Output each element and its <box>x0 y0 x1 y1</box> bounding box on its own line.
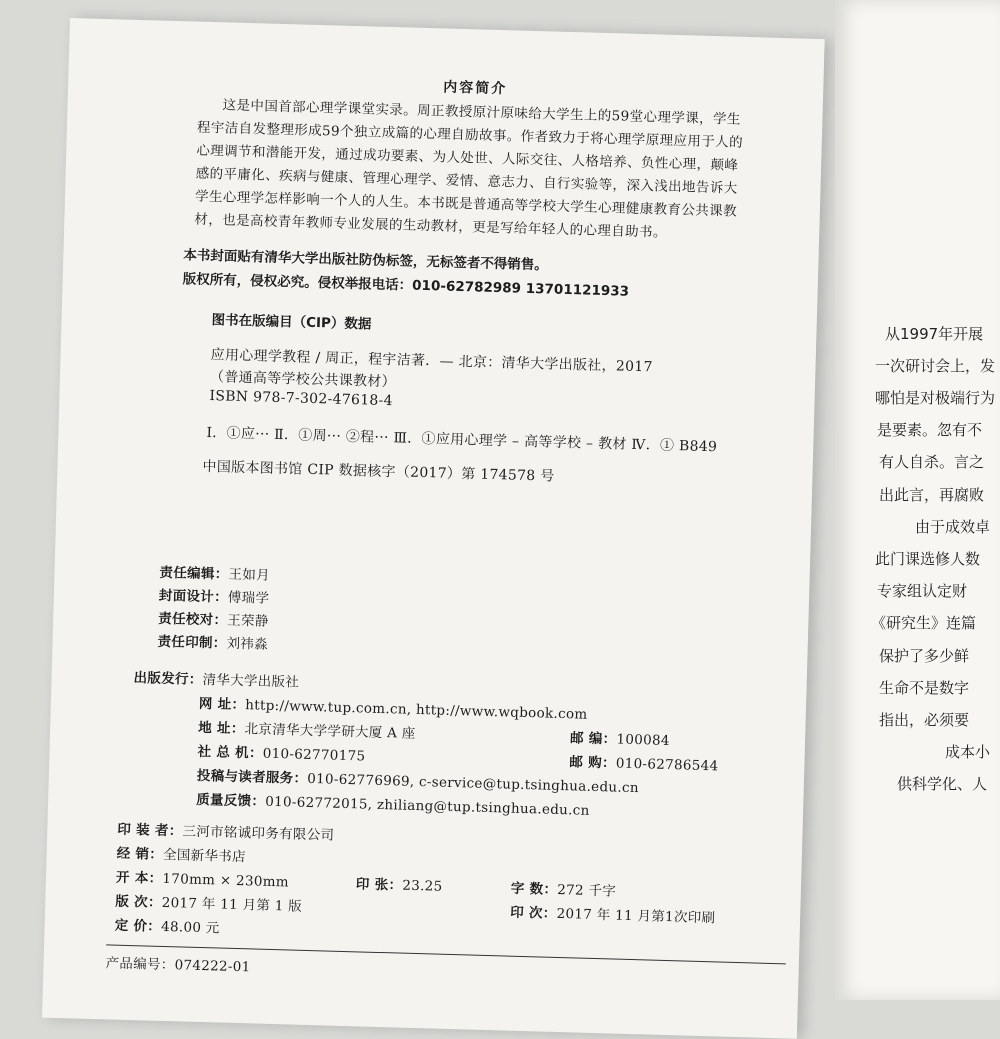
right-page-line: 《研究生》连篇 <box>871 614 977 632</box>
right-page-line: 由于成效卓 <box>915 518 991 536</box>
printer-row <box>117 818 334 844</box>
staff-label: 责任印制： <box>157 633 227 652</box>
mail-order-row <box>569 750 719 774</box>
price-label: 定 价： <box>114 917 162 935</box>
publisher-label: 出版发行： <box>133 670 203 688</box>
word-count-value: 272 千字 <box>557 881 617 900</box>
distributor-row <box>116 842 246 866</box>
staff-label: 责任编辑： <box>159 564 229 583</box>
copyright-page <box>42 18 825 1039</box>
staff-value: 王荣静 <box>227 612 269 630</box>
intro-line-4: 感的平庸化、疾病与健康、管理心理学、爱情、意志力、自行实验等，深入浅出地告诉大 <box>195 165 738 197</box>
word-count-row <box>511 877 617 900</box>
mail-order-value: 010-62786544 <box>615 755 719 775</box>
anti-counterfeit-notice: 本书封面贴有清华大学出版社防伪标签，无标签者不得销售。 <box>183 247 549 274</box>
zipcode-value: 100084 <box>616 731 671 750</box>
quality-feedback-label: 质量反馈： <box>195 791 266 810</box>
sheets-row <box>356 872 443 894</box>
reader-service-value: 010-62776969, c-service@tup.tsinghua.edu.cn <box>307 770 640 797</box>
cip-heading: 图书在版编目（CIP）数据 <box>211 312 372 333</box>
price-row <box>114 914 219 937</box>
intro-line-1: 这是中国首部心理学课堂实录。周正教授原汁原味给大学生上的59堂心理学课，学生 <box>222 97 742 128</box>
right-page-line: 哪怕是对极端行为 <box>875 389 996 407</box>
website-label: 网 址： <box>198 695 246 714</box>
right-page-line: 专家组认定财 <box>877 582 968 600</box>
price-value: 48.00 元 <box>160 918 220 937</box>
right-page-line: 此门课选修人数 <box>875 550 981 568</box>
right-page-line: 有人自杀。言之 <box>879 453 985 471</box>
format-label: 开 本： <box>115 869 163 887</box>
switchboard-value: 010-62770175 <box>262 745 366 765</box>
right-page-line: 保护了多少鲜 <box>879 647 970 665</box>
staff-label: 责任校对： <box>158 610 228 629</box>
intro-title: 内容简介 <box>442 79 508 98</box>
switchboard-row <box>197 740 365 765</box>
staff-editor <box>159 561 270 584</box>
staff-printing <box>157 630 268 653</box>
cip-record-number: 中国版本图书馆 CIP 数据核字（2017）第 174578 号 <box>202 458 555 485</box>
edition-value: 2017 年 11 月第 1 版 <box>161 894 303 915</box>
right-page-line: 是要素。忽有不 <box>877 421 983 439</box>
distributor-value: 全国新华书店 <box>162 846 247 866</box>
zipcode-row <box>570 726 670 749</box>
right-page-line: 出此言，再腐败 <box>879 486 985 504</box>
edition-row <box>115 890 302 915</box>
format-value: 170mm × 230mm <box>162 870 290 891</box>
switchboard-label: 社 总 机： <box>197 743 263 762</box>
right-page-line: 一次研讨会上，发 <box>875 357 996 375</box>
sheets-label: 印 张： <box>355 876 403 894</box>
printer-value: 三河市铭诚印务有限公司 <box>182 823 335 844</box>
address-row <box>198 716 416 742</box>
printer-label: 印 装 者： <box>117 821 183 840</box>
quality-feedback-value: 010-62772015, zhiliang@tup.tsinghua.edu.cn <box>264 793 590 819</box>
staff-value: 刘祎淼 <box>226 635 269 653</box>
zipcode-label: 邮 编： <box>569 730 617 748</box>
address-value: 北京清华大学学研大厦 A 座 <box>244 721 416 742</box>
publisher-value: 清华大学出版社 <box>202 671 300 691</box>
copyright-notice: 版权所有，侵权必究。侵权举报电话：010-62782989 13701121933 <box>182 271 630 300</box>
cip-classification: Ⅰ．①应··· Ⅱ．①周··· ②程··· Ⅲ．①应用心理学 – 高等学校 – 教材 Ⅳ．① B849 <box>206 424 718 456</box>
staff-label: 封面设计： <box>158 587 229 606</box>
staff-value: 傅瑞学 <box>227 589 270 607</box>
word-count-label: 字 数： <box>510 880 558 898</box>
cip-title-line: 应用心理学教程 / 周正，程宇洁著．— 北京：清华大学出版社，2017 <box>210 347 653 376</box>
right-page-line: 从1997年开展 <box>885 325 984 343</box>
impression-label: 印 次： <box>509 904 557 922</box>
mail-order-label: 邮 购： <box>569 754 617 772</box>
facing-page <box>835 0 1000 1000</box>
format-row <box>116 866 289 891</box>
intro-line-3: 心理调节和潜能开发，通过成功要素、为人处世、人际交往、人格培养、负性心理，颠峰 <box>196 142 739 174</box>
impression-row <box>510 901 716 927</box>
publisher-row <box>133 666 299 691</box>
staff-cover-design <box>159 584 270 607</box>
staff-value: 王如月 <box>228 566 271 584</box>
right-page-line: 成本小 <box>945 743 991 761</box>
reader-service-label: 投稿与读者服务： <box>196 767 308 787</box>
website-value: http://www.tup.com.cn, http://www.wqbook.com <box>245 697 588 723</box>
product-code: 产品编号：074222-01 <box>105 955 251 976</box>
sheets-value: 23.25 <box>402 877 443 895</box>
edition-label: 版 次： <box>115 893 162 911</box>
intro-line-5: 学生心理学怎样影响一个人的人生。本书既是普通高等学校大学生心理健康教育公共课教 <box>194 188 738 220</box>
right-page-line: 指出，必须要 <box>879 711 970 729</box>
address-label: 地 址： <box>198 719 245 738</box>
intro-line-2: 程宇洁自发整理形成59个独立成篇的心理自励故事。作者致力于将心理学原理应用于人的 <box>196 119 744 151</box>
staff-proofreader <box>158 607 269 630</box>
right-page-line: 供科学化、人 <box>897 775 988 793</box>
cip-isbn: ISBN 978-7-302-47618-4 <box>209 388 394 410</box>
right-page-line: 生命不是数字 <box>879 679 970 697</box>
intro-line-6: 材，也是高校青年教师专业发展的生动教材，更是写给年轻人的心理自助书。 <box>194 211 668 241</box>
distributor-label: 经 销： <box>116 845 164 863</box>
cip-series-line: （普通高等学校公共课教材） <box>209 369 397 391</box>
impression-value: 2017 年 11 月第1次印刷 <box>556 905 716 927</box>
